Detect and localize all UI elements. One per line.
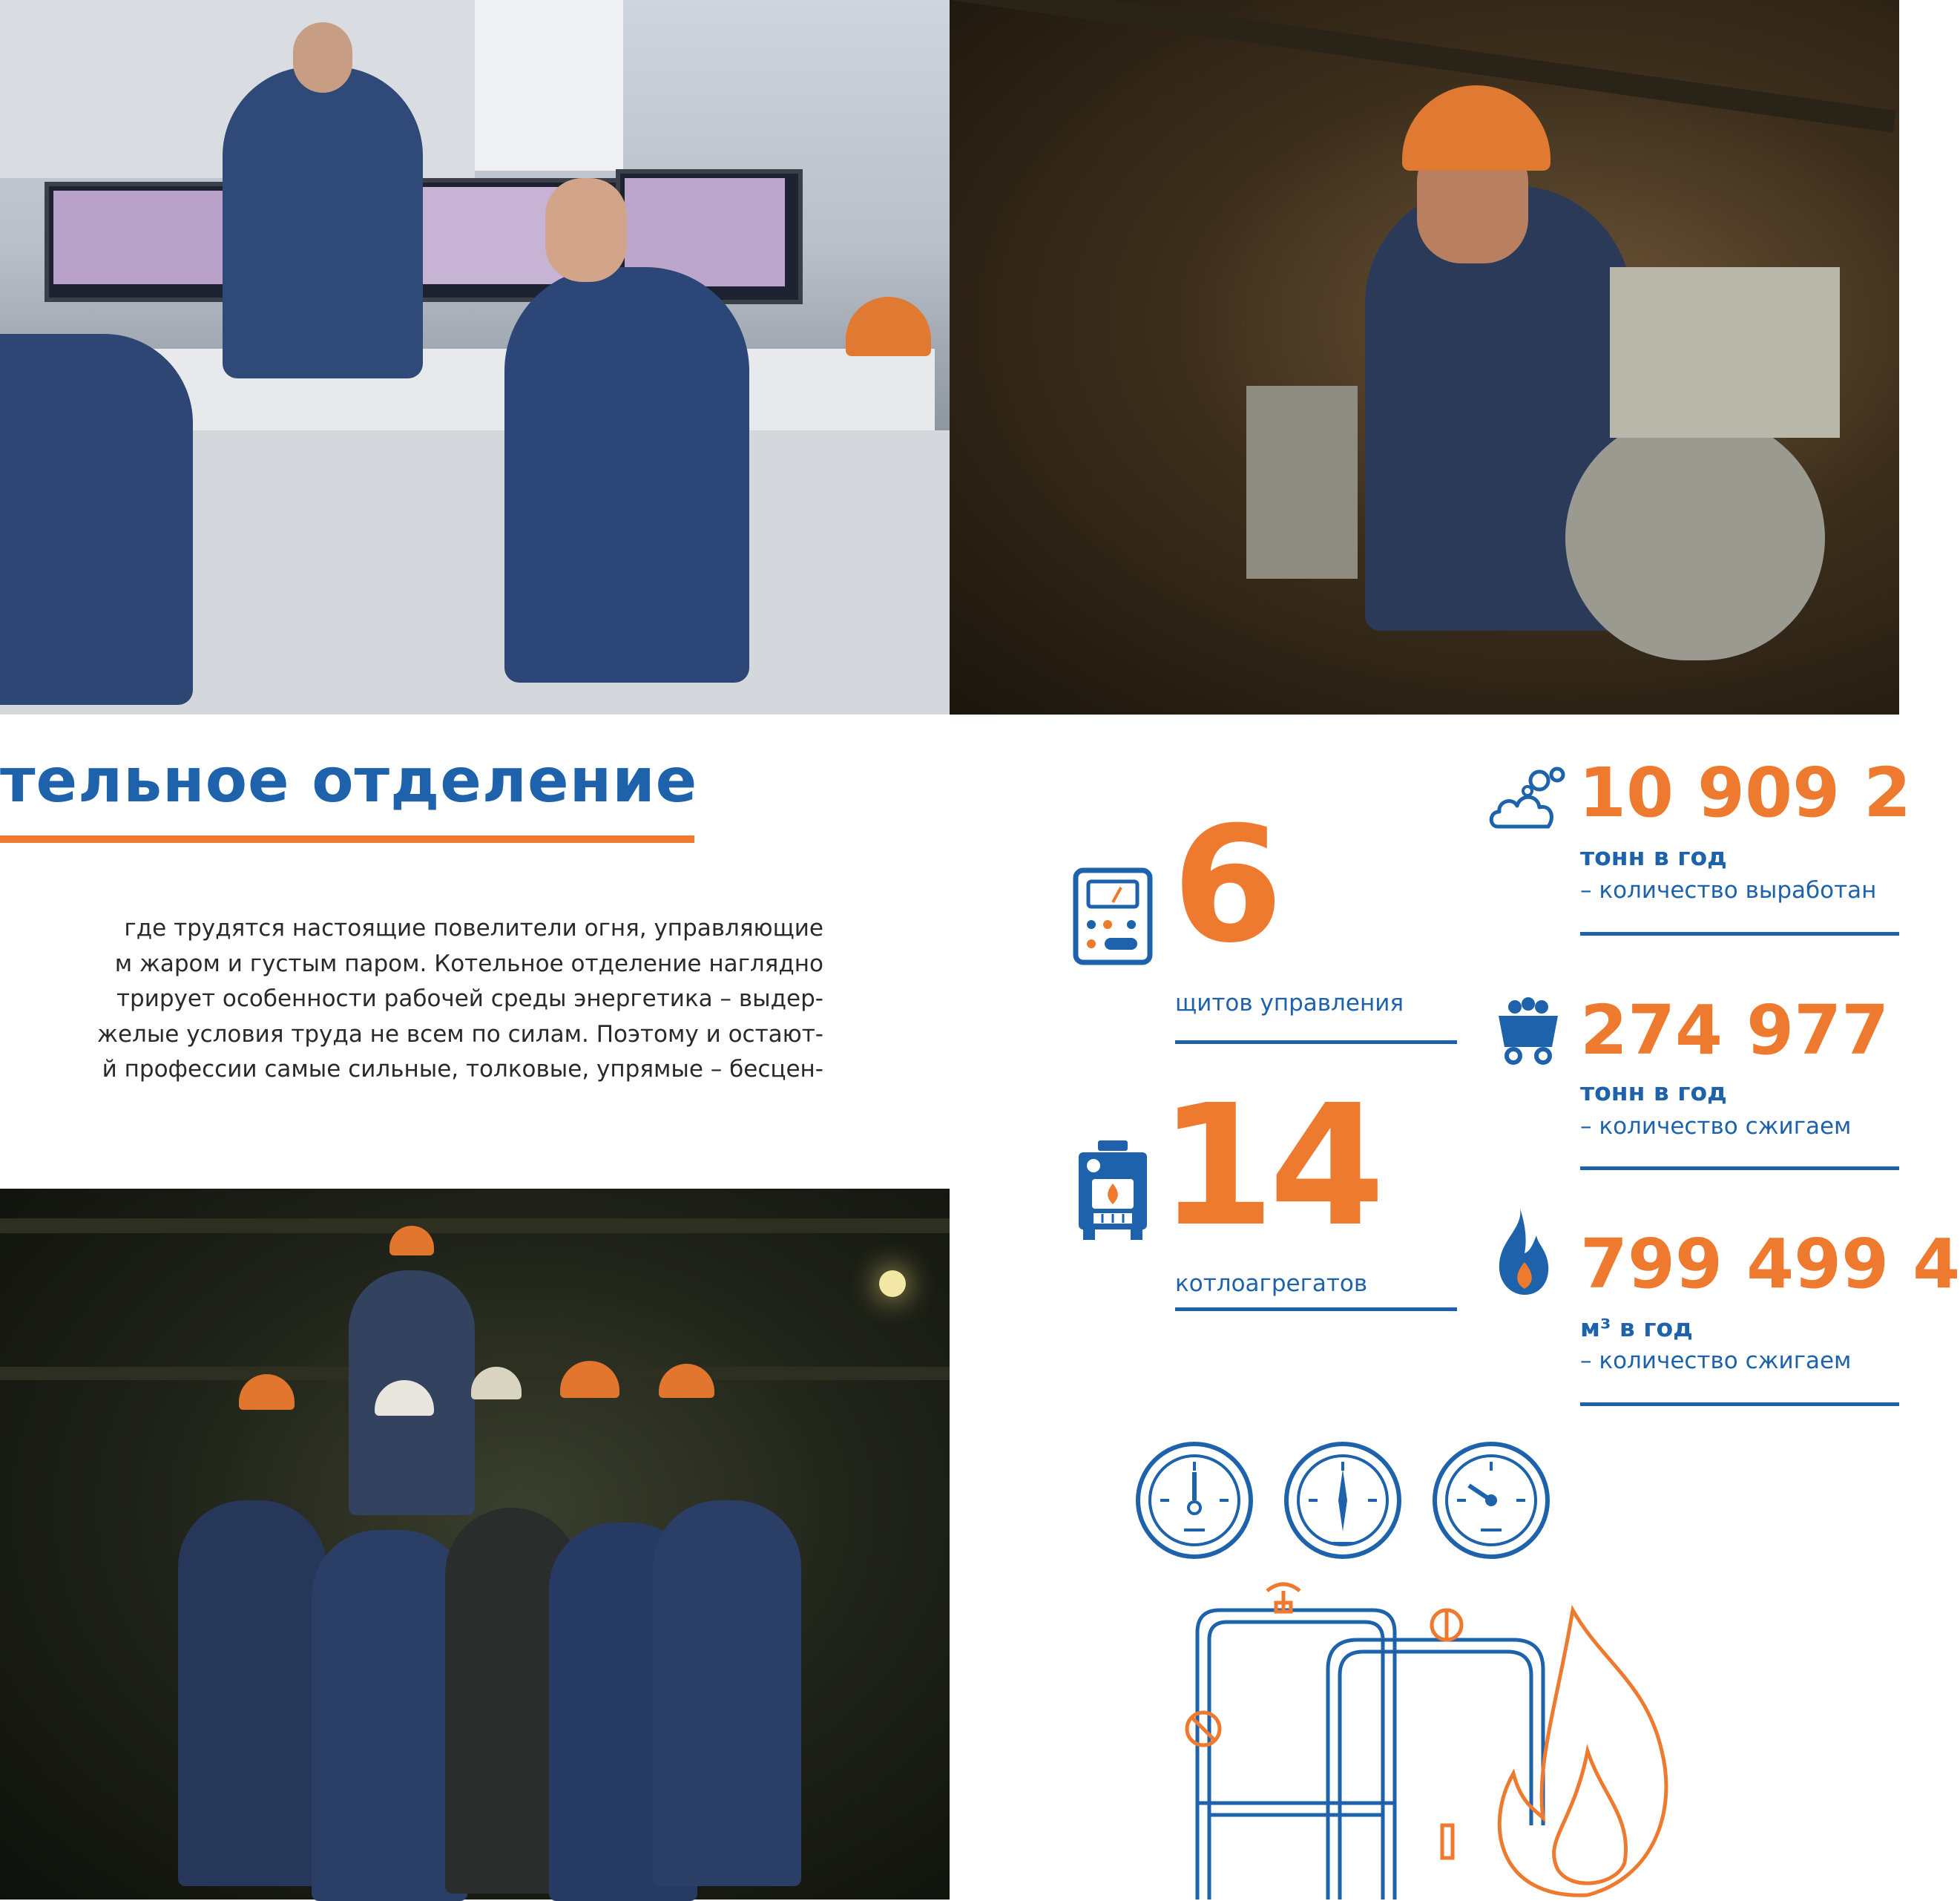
metric-coal-rule	[1580, 1166, 1899, 1170]
gas-flame-icon	[1495, 1206, 1553, 1298]
body-line: трирует особенности рабочей среды энергетика – выдер-	[116, 985, 823, 1012]
metric-steam-value: 10 909 2	[1579, 753, 1912, 833]
pressure-gauge-icon	[1432, 1439, 1550, 1566]
boiler-icon	[1076, 1139, 1150, 1243]
metric-gas-unit: м³ в год	[1580, 1313, 1693, 1342]
coal-cart-icon	[1497, 998, 1559, 1065]
photo-worker-machinery	[950, 0, 1899, 715]
stat-panels-value: 6	[1172, 792, 1283, 978]
metric-steam-desc: – количество выработан	[1580, 877, 1877, 904]
section-body	[0, 911, 823, 1088]
body-line: где трудятся настоящие повелители огня, управляющие	[124, 915, 823, 942]
stat-boilers-rule	[1175, 1307, 1457, 1311]
stat-boilers-value: 14	[1159, 1069, 1380, 1264]
body-line: й профессии самые сильные, толковые, упрямые – бесцен-	[102, 1056, 823, 1083]
metric-steam-unit: тонн в год	[1580, 842, 1727, 871]
photo-boiler-team	[0, 1189, 950, 1900]
metric-coal-desc: – количество сжигаем	[1580, 1113, 1852, 1140]
stat-panels-caption: щитов управления	[1175, 990, 1404, 1017]
steam-cloud-icon	[1487, 764, 1569, 833]
metric-steam-rule	[1580, 932, 1899, 936]
stat-boilers-caption: котлоагрегатов	[1175, 1270, 1368, 1297]
pressure-gauge-icon	[1283, 1439, 1402, 1566]
body-line: м жаром и густым паром. Котельное отделение наглядно	[114, 950, 823, 977]
section-title: тельное отделение	[0, 746, 698, 816]
metric-gas-desc: – количество сжигаем	[1580, 1347, 1852, 1374]
metric-gas-rule	[1580, 1402, 1899, 1406]
title-underline	[0, 835, 694, 843]
pressure-gauge-icon	[1135, 1439, 1254, 1566]
control-panel-icon	[1072, 867, 1154, 966]
metric-coal-unit: тонн в год	[1580, 1077, 1727, 1106]
body-line: желые условия труда не всем по силам. Поэтому и остают-	[97, 1020, 823, 1048]
photo-control-room	[0, 0, 950, 715]
stat-panels-rule	[1175, 1040, 1457, 1044]
metric-coal-value: 274 977	[1580, 991, 1890, 1070]
metric-gas-value: 799 499 4	[1580, 1224, 1960, 1304]
pipes-and-flame-icon	[1187, 1580, 1721, 1900]
